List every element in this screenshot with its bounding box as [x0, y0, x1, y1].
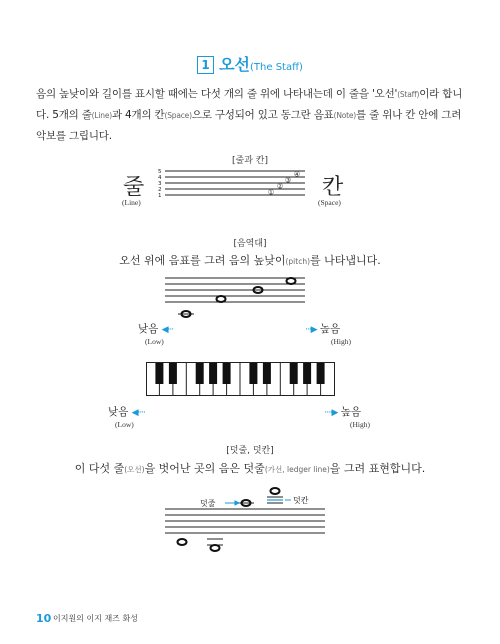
pitch-staff [160, 272, 310, 322]
piano-high-sub: (High) [350, 420, 370, 429]
range-lead-text: 오선 위에 음표를 그려 음의 높낮이 [119, 254, 286, 267]
space-number: ① [267, 188, 275, 197]
intro-small-4: (Note) [333, 111, 357, 120]
line-number: 2 [158, 187, 162, 193]
range-caption: [음역대] [233, 239, 267, 249]
range-lead-small: (pitch) [285, 257, 310, 266]
ledger-lead-a: 이 다섯 줄 [74, 462, 125, 475]
page-number: 10 [36, 612, 52, 625]
space-number: ④ [293, 170, 301, 179]
piano-low-label [108, 404, 145, 419]
piano-keyboard [146, 362, 336, 396]
ledger-line-label: 덧줄 [200, 499, 216, 508]
ledger-space-label: 덧칸 [293, 496, 309, 505]
range-high-sub: (High) [331, 337, 351, 346]
line-number: 4 [158, 175, 162, 181]
space-sub-label: (Space) [318, 198, 341, 207]
lines-spaces-caption: [줄과 칸] [232, 156, 268, 166]
section-number: 1 [197, 56, 214, 74]
space-number: ③ [284, 176, 292, 185]
range-lead [0, 252, 500, 268]
whole-note [178, 539, 187, 545]
piano-low-sub: (Low) [115, 420, 134, 429]
ledger-lead-a-small: (오선) [124, 465, 145, 474]
intro-paragraph [36, 84, 464, 147]
piano-high-label [324, 404, 361, 419]
range-lead-end: 를 나타냅니다. [310, 254, 381, 267]
arrow-left-icon: ◀··· [161, 325, 174, 335]
arrow-left-icon: ◀···· [131, 408, 146, 418]
lines-spaces-staff [155, 165, 315, 201]
ledger-staff [160, 484, 330, 560]
line-label: 줄 [123, 175, 145, 200]
range-low-sub: (Low) [145, 337, 164, 346]
ledger-lead [0, 460, 500, 476]
intro-text-3: 과 4개의 칸 [111, 109, 165, 121]
intro-text-2: 이라 합니다. 5개의 줄 [36, 88, 463, 121]
whole-note [211, 545, 220, 551]
piano-low-text: 낮음 [108, 406, 129, 418]
line-sub-label: (Line) [122, 198, 141, 207]
ledger-caption: [덧줄, 덧칸] [226, 446, 274, 456]
section-title-en: (The Staff) [250, 62, 303, 73]
space-number: ② [276, 182, 284, 191]
whole-note [287, 278, 296, 284]
range-low-text: 낮음 [138, 323, 159, 335]
line-number: 3 [158, 181, 162, 187]
book-title: 이지원의 이지 재즈 화성 [53, 614, 138, 623]
intro-text-5: 를 줄 위나 칸 안에 그려 악보를 그립니다. [36, 109, 462, 142]
intro-small-1: (Staff) [397, 90, 420, 99]
intro-text-4: 으로 구성되어 있고 동그란 음표 [191, 109, 334, 121]
range-high-text: 높음 [319, 323, 341, 335]
ledger-lead-b-small: (가선, ledger line) [264, 465, 330, 474]
intro-text-1: 음의 높낮이와 길이를 표시할 때에는 다섯 개의 줄 위에 나타내는데 이 줄을 '오선' [36, 88, 398, 100]
space-label: 칸 [322, 175, 344, 200]
range-low-label [138, 321, 173, 336]
line-number: 5 [158, 169, 162, 175]
ledger-lead-c: 을 그려 표현합니다. [329, 462, 426, 475]
range-high-label [305, 321, 340, 336]
section-title [0, 52, 500, 75]
intro-small-3: (Space) [164, 111, 192, 120]
ledger-lead-b: 을 벗어난 곳의 음은 덧줄 [144, 462, 265, 475]
intro-small-2: (Line) [91, 111, 112, 120]
arrow-right-icon: ····▶ [324, 408, 338, 418]
section-title-ko: 오선 [219, 55, 251, 74]
line-number: 1 [158, 193, 162, 199]
whole-note [217, 296, 226, 302]
arrow-right-icon: ···▶ [305, 325, 317, 335]
whole-note [271, 488, 280, 494]
piano-high-text: 높음 [340, 406, 362, 418]
